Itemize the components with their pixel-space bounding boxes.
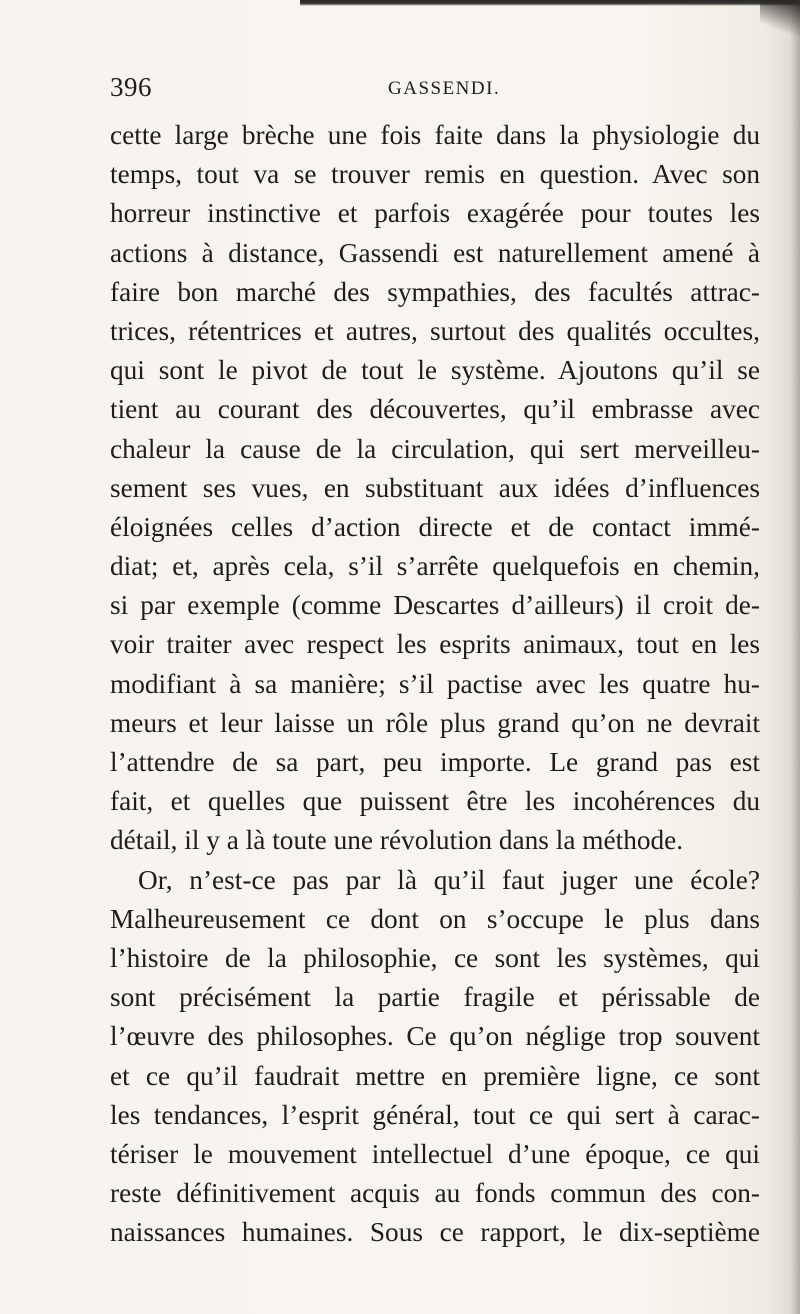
body-text [110, 116, 760, 1252]
paragraph-start-line: Or, n’est-ce pas par là qu’il faut juger une école? [138, 864, 760, 895]
text-line: l’histoire de la philosophie, ce sont les systèmes, qui [110, 942, 760, 973]
text-line: détail, il y a là toute une révolution dans la méthode. [110, 825, 684, 856]
text-line: tient au courant des découvertes, qu’il embrasse avec [110, 394, 760, 425]
text-line: si par exemple (comme Descartes d’ailleurs) il croit de- [110, 590, 760, 621]
page-edge-shadow-right [790, 0, 800, 1314]
text-line: modifiant à sa manière; s’il pactise avec les quatre hu- [110, 668, 760, 699]
text-line: tériser le mouvement intellectuel d’une époque, ce qui [110, 1138, 760, 1169]
text-line: trices, rétentrices et autres, surtout des qualités occultes, [110, 315, 760, 346]
text-line: reste définitivement acquis au fonds commun des con- [110, 1178, 760, 1209]
text-line: qui sont le pivot de tout le système. Ajoutons qu’il se [110, 355, 760, 386]
text-line: faire bon marché des sympathies, des facultés attrac- [110, 276, 760, 307]
text-line: voir traiter avec respect les esprits animaux, tout en les [110, 629, 760, 660]
text-line: sement ses vues, en substituant aux idées d’influences [110, 472, 760, 503]
running-head [110, 72, 760, 112]
text-line: temps, tout va se trouver remis en question. Avec son [110, 159, 760, 190]
text-line: naissances humaines. Sous ce rapport, le dix-septième [110, 1217, 760, 1248]
page-edge-shadow-top [300, 0, 800, 6]
text-line: cette large brèche une fois faite dans la physiologie du [110, 120, 760, 150]
text-line: éloignées celles d’action directe et de contact immé- [110, 511, 760, 542]
running-title: GASSENDI. [388, 78, 501, 99]
text-line: l’œuvre des philosophes. Ce qu’on néglige trop souvent [110, 1021, 760, 1052]
text-line: l’attendre de sa part, peu importe. Le grand pas est [110, 747, 760, 777]
text-line: Malheureusement ce dont on s’occupe le plus dans [110, 903, 760, 934]
text-line: et ce qu’il faudrait mettre en première ligne, ce sont [110, 1060, 760, 1091]
page-number: 396 [110, 72, 152, 102]
text-line: horreur instinctive et parfois exagérée pour toutes les [110, 198, 760, 229]
text-line: actions à distance, Gassendi est naturellement amené à [110, 237, 760, 268]
text-line: meurs et leur laisse un rôle plus grand qu’on ne devrait [110, 707, 760, 738]
text-line: diat; et, après cela, s’il s’arrête quelquefois en chemin, [110, 551, 760, 582]
text-line: chaleur la cause de la circulation, qui sert merveilleu- [110, 433, 760, 464]
text-line: sont précisément la partie fragile et périssable de [110, 982, 760, 1013]
text-line: fait, et quelles que puissent être les incohérences du [110, 786, 760, 817]
text-line: les tendances, l’esprit général, tout ce qui sert à carac- [110, 1099, 760, 1130]
